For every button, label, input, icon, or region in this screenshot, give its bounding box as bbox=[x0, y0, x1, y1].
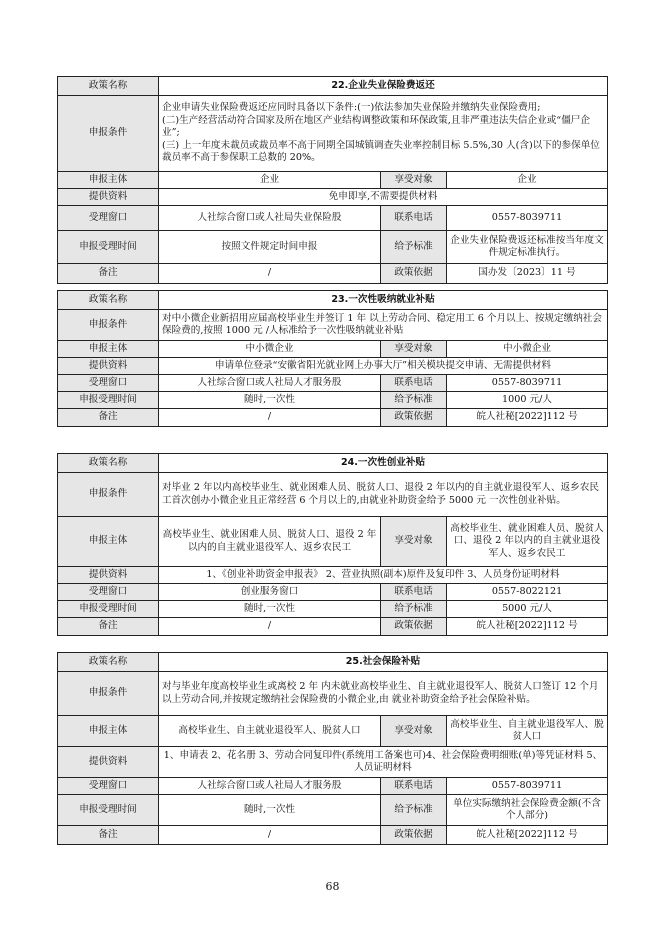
phone-value: 0557-8039711 bbox=[447, 778, 608, 795]
subject-label: 申报主体 bbox=[58, 716, 159, 747]
basis-value: 皖人社秘[2022]112 号 bbox=[447, 826, 608, 845]
policy-name-label: 政策名称 bbox=[58, 77, 159, 96]
subject-value: 中小微企业 bbox=[159, 341, 381, 358]
remarks-value: / bbox=[159, 409, 381, 427]
phone-label: 联系电话 bbox=[381, 584, 447, 601]
beneficiary-label: 享受对象 bbox=[381, 172, 447, 189]
conditions-text bbox=[159, 310, 608, 341]
phone-label: 联系电话 bbox=[381, 375, 447, 392]
phone-label: 联系电话 bbox=[381, 206, 447, 231]
time-label: 申报受理时间 bbox=[58, 231, 159, 264]
window-value: 人社综合窗口或人社局人才服务股 bbox=[159, 778, 381, 795]
standard-value: 企业失业保险费返还标准按当年度文件规定标准执行。 bbox=[447, 231, 608, 264]
conditions-text bbox=[159, 473, 608, 517]
remarks-label: 备注 bbox=[58, 618, 159, 636]
materials-value: 1、《创业补助资金申报表》 2、营业执照(副本)原件及复印件 3、人员身份证明材料 bbox=[159, 567, 608, 584]
conditions-paragraph: 对毕业 2 年以内高校毕业生、就业困难人员、脱贫人口、退役 2 年以内的自主就业退役军人、返乡农民工首次创办小微企业且正常经营 6 个月以上的,由就业补助资金给予 5000 元 一次性创业补贴。 bbox=[162, 482, 599, 506]
remarks-label: 备注 bbox=[58, 409, 159, 427]
time-label: 申报受理时间 bbox=[58, 392, 159, 409]
page-number: 68 bbox=[325, 880, 340, 893]
conditions-text bbox=[159, 96, 608, 172]
materials-value: 免申即享,不需要提供材料 bbox=[159, 189, 608, 206]
materials-value: 申请单位登录“安徽省阳光就业网上办事大厅”相关模块提交申请、无需提供材料 bbox=[159, 358, 608, 375]
phone-label: 联系电话 bbox=[381, 778, 447, 795]
standard-label: 给予标准 bbox=[381, 795, 447, 826]
materials-label: 提供资料 bbox=[58, 358, 159, 375]
conditions-text bbox=[159, 672, 608, 716]
subject-value: 高校毕业生、自主就业退役军人、脱贫人口 bbox=[159, 716, 381, 747]
subject-value: 高校毕业生、就业困难人员、脱贫人口、退役 2 年以内的自主就业退役军人、返乡农民工 bbox=[159, 517, 381, 567]
standard-value: 5000 元/人 bbox=[447, 601, 608, 618]
time-value: 按照文件规定时间申报 bbox=[159, 231, 381, 264]
beneficiary-label: 享受对象 bbox=[381, 517, 447, 567]
subject-label: 申报主体 bbox=[58, 172, 159, 189]
phone-value: 0557-8039711 bbox=[447, 375, 608, 392]
window-label: 受理窗口 bbox=[58, 778, 159, 795]
basis-value: 皖人社秘[2022]112 号 bbox=[447, 618, 608, 636]
standard-label: 给予标准 bbox=[381, 231, 447, 264]
materials-label: 提供资料 bbox=[58, 747, 159, 778]
window-value: 人社综合窗口或人社局人才服务股 bbox=[159, 375, 381, 392]
subject-label: 申报主体 bbox=[58, 517, 159, 567]
time-label: 申报受理时间 bbox=[58, 795, 159, 826]
time-value: 随时,一次性 bbox=[159, 601, 381, 618]
time-label: 申报受理时间 bbox=[58, 601, 159, 618]
window-label: 受理窗口 bbox=[58, 206, 159, 231]
policy-name-label: 政策名称 bbox=[58, 291, 159, 310]
remarks-label: 备注 bbox=[58, 264, 159, 284]
basis-label: 政策依据 bbox=[381, 618, 447, 636]
conditions-paragraph: 企业申请失业保险费返还应同时具备以下条件:(一)依法参加失业保险并缴纳失业保险费用; bbox=[162, 102, 541, 114]
conditions-paragraph: (三) 上一年度未裁员或裁员率不高于同期全国城镇调查失业率控制目标 5.5%,30 人(含)以下的参保单位裁员率不高于参保职工总数的 20%。 bbox=[162, 139, 600, 164]
conditions-label: 申报条件 bbox=[58, 672, 159, 716]
policy-table-25 bbox=[57, 652, 608, 845]
phone-value: 0557-8039711 bbox=[447, 206, 608, 231]
policy-title: 22.企业失业保险费返还 bbox=[159, 77, 608, 96]
beneficiary-value: 高校毕业生、自主就业退役军人、脱贫人口 bbox=[447, 716, 608, 747]
conditions-label: 申报条件 bbox=[58, 473, 159, 517]
basis-value: 皖人社秘[2022]112 号 bbox=[447, 409, 608, 427]
policy-name-label: 政策名称 bbox=[58, 653, 159, 672]
window-label: 受理窗口 bbox=[58, 375, 159, 392]
basis-label: 政策依据 bbox=[381, 264, 447, 284]
phone-value: 0557-8022121 bbox=[447, 584, 608, 601]
policy-table-23 bbox=[57, 290, 608, 427]
window-label: 受理窗口 bbox=[58, 584, 159, 601]
beneficiary-label: 享受对象 bbox=[381, 341, 447, 358]
standard-value: 1000 元/人 bbox=[447, 392, 608, 409]
time-value: 随时,一次性 bbox=[159, 392, 381, 409]
basis-label: 政策依据 bbox=[381, 409, 447, 427]
conditions-paragraph: (二)生产经营活动符合国家及所在地区产业结构调整政策和环保政策,且非严重违法失信企业或“僵尸企业”; bbox=[162, 114, 590, 139]
materials-value: 1、申请表 2、花名册 3、劳动合同复印件(系统用工备案也可)4、社会保险费明细账(单)等凭证材料 5、人员证明材料 bbox=[159, 747, 608, 778]
materials-label: 提供资料 bbox=[58, 567, 159, 584]
policy-name-label: 政策名称 bbox=[58, 454, 159, 473]
beneficiary-value: 高校毕业生、就业困难人员、脱贫人口、退役 2 年以内的自主就业退役军人、返乡农民工 bbox=[447, 517, 608, 567]
conditions-paragraph: 对与毕业年度高校毕业生或离校 2 年 内未就业高校毕业生、自主就业退役军人、脱贫人口签订 12 个月以上劳动合同,并按规定缴纳社会保险费的小微企业,由 就业补助资金给予社会保险补贴。 bbox=[162, 681, 599, 705]
policy-title: 24.一次性创业补贴 bbox=[159, 454, 608, 473]
beneficiary-value: 中小微企业 bbox=[447, 341, 608, 358]
subject-value: 企业 bbox=[159, 172, 381, 189]
basis-label: 政策依据 bbox=[381, 826, 447, 845]
conditions-label: 申报条件 bbox=[58, 96, 159, 172]
conditions-label: 申报条件 bbox=[58, 310, 159, 341]
standard-label: 给予标准 bbox=[381, 601, 447, 618]
policy-table-24 bbox=[57, 453, 608, 636]
beneficiary-value: 企业 bbox=[447, 172, 608, 189]
remarks-label: 备注 bbox=[58, 826, 159, 845]
time-value: 随时,一次性 bbox=[159, 795, 381, 826]
standard-label: 给予标准 bbox=[381, 392, 447, 409]
window-value: 创业服务窗口 bbox=[159, 584, 381, 601]
remarks-value: / bbox=[159, 826, 381, 845]
beneficiary-label: 享受对象 bbox=[381, 716, 447, 747]
conditions-paragraph: 对中小微企业新招用应届高校毕业生并签订 1 年 以上劳动合同、稳定用工 6 个月以上、按规定缴纳社会保险费的,按照 1000 元 /人标准给予一次性吸纳就业补贴 bbox=[162, 312, 602, 336]
policy-table-22 bbox=[57, 76, 608, 284]
remarks-value: / bbox=[159, 264, 381, 284]
materials-label: 提供资料 bbox=[58, 189, 159, 206]
policy-title: 25.社会保险补贴 bbox=[159, 653, 608, 672]
basis-value: 国办发〔2023〕11 号 bbox=[447, 264, 608, 284]
subject-label: 申报主体 bbox=[58, 341, 159, 358]
standard-value: 单位实际缴纳社会保险费金额(不含个人部分) bbox=[447, 795, 608, 826]
window-value: 人社综合窗口或人社局失业保险股 bbox=[159, 206, 381, 231]
policy-title: 23.一次性吸纳就业补贴 bbox=[159, 291, 608, 310]
remarks-value: / bbox=[159, 618, 381, 636]
